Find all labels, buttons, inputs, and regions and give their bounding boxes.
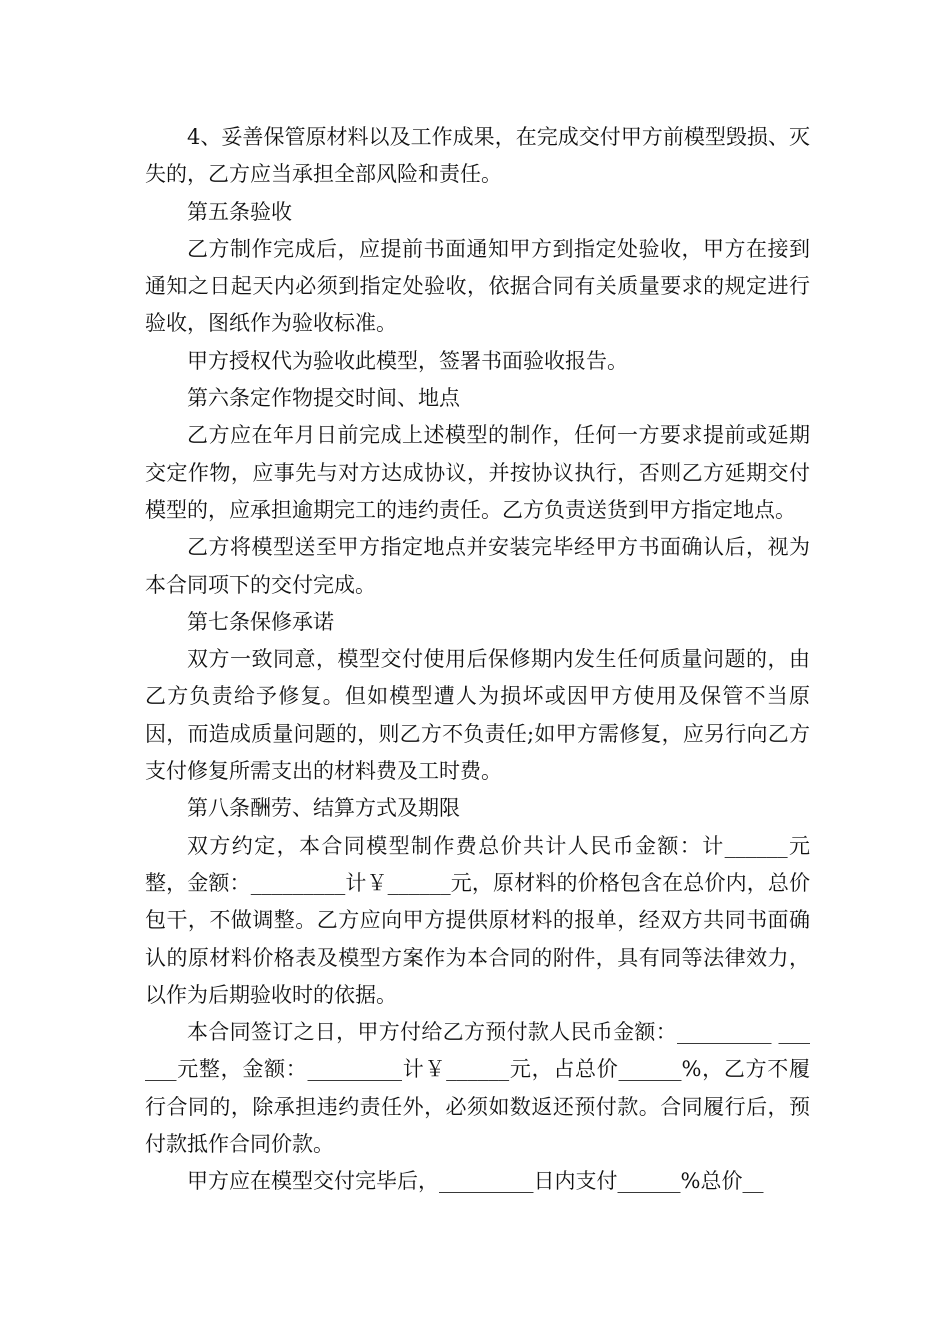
delivery-time-text: 乙方应在年月日前完成上述模型的制作，任何一方要求提前或延期交定作物，应事先与对方达成协议，并按协议执行，否则乙方延期交付模型的，应承担逾期完工的违约责任。乙方负责送货到甲方指定地点。 [145,423,810,522]
delivery-completion-text: 乙方将模型送至甲方指定地点并安装完毕经甲方书面确认后，视为本合同项下的交付完成。 [145,535,810,597]
total-price-text: 双方约定，本合同模型制作费总价共计人民币金额：计______元整，金额：_________计￥______元，原材料的价格包含在总价内，总价包干，不做调整。乙方应向甲方提供原材料的报单，经双方共同书面确认的原材料价格表及模型方案作为本合同的附件，具有同等法律效力，以作为后期验收时的依据。 [145,833,810,1007]
article-5-heading: 第五条验收 [187,199,292,224]
final-payment-text: 甲方应在模型交付完毕后，_________日内支付______%总价__ [187,1169,764,1194]
acceptance-authorization-text: 甲方授权代为验收此模型，签署书面验收报告。 [187,348,628,373]
warranty-text: 双方一致同意，模型交付使用后保修期内发生任何质量问题的，由乙方负责给予修复。但如模型遭人为损坏或因甲方使用及保管不当原因，而造成质量问题的，则乙方不负责任;如甲方需修复，应另行向乙方支付修复所需支出的材料费及工时费。 [145,647,810,784]
document-page [145,119,810,1201]
clause-4-text: 4、妥善保管原材料以及工作成果，在完成交付甲方前模型毁损、灭失的，乙方应当承担全部风险和责任。 [145,125,810,187]
acceptance-notice-text: 乙方制作完成后，应提前书面通知甲方到指定处验收，甲方在接到通知之日起天内必须到指定处验收，依据合同有关质量要求的规定进行验收，图纸作为验收标准。 [145,236,810,336]
prepayment-text: 本合同签订之日，甲方付给乙方预付款人民币金额：_________ ______元整，金额：_________计￥______元，占总价______%，乙方不履行合同的，除承担违约责任外，必须如数返还预付款。合同履行后，预付款抵作合同价款。 [145,1020,810,1157]
article-7-heading: 第七条保修承诺 [187,609,334,634]
article-8-heading: 第八条酬劳、结算方式及期限 [187,796,460,821]
article-6-heading: 第六条定作物提交时间、地点 [187,386,460,411]
